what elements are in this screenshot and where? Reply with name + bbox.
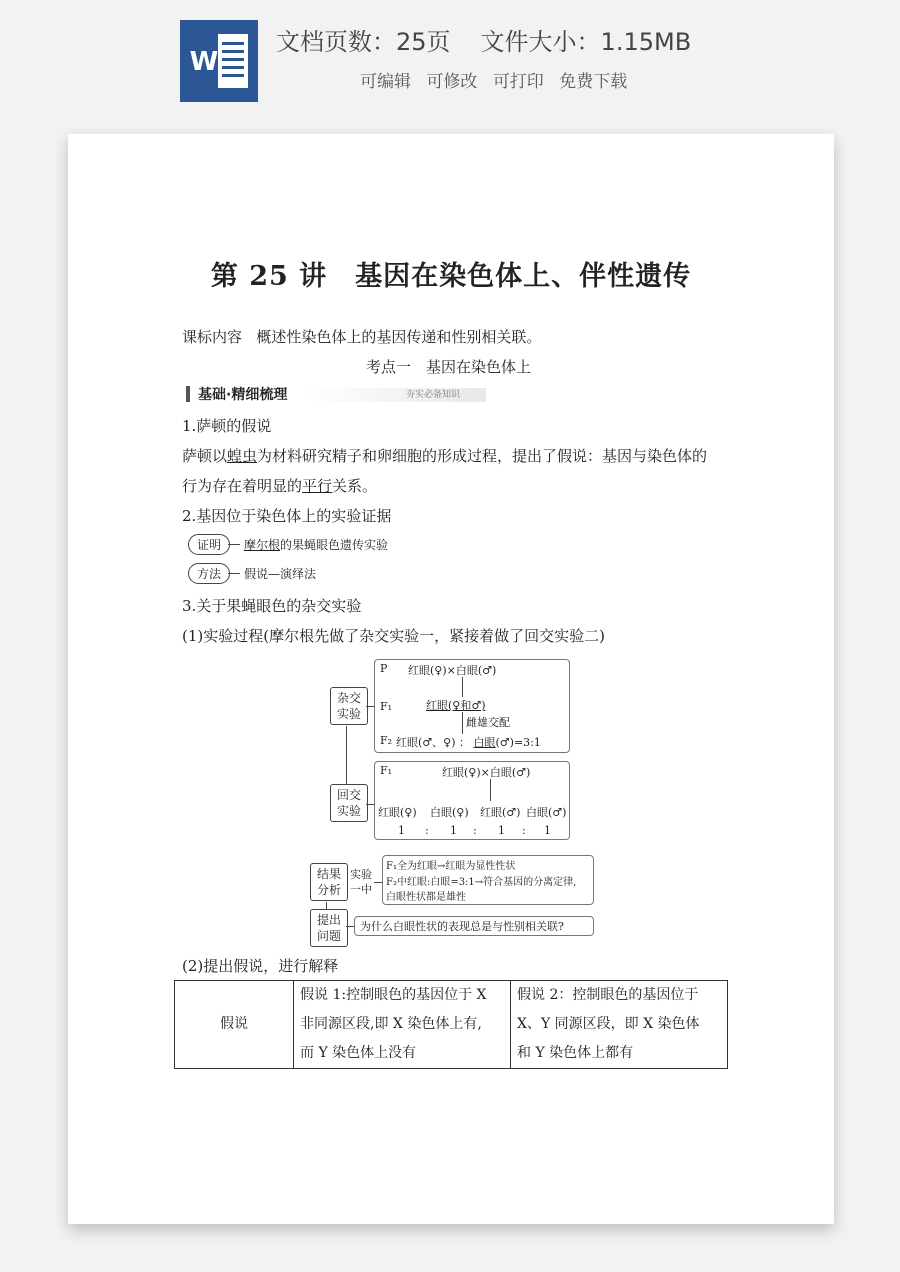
hyp1-line-2: 非同源区段,即 X 染色体上有, (300, 1016, 482, 1032)
text-span: 的果蝇眼色遗传实验 (280, 538, 389, 552)
analysis-line-3: 白眼性状都是雄性 (386, 892, 466, 903)
back-cross-tag: 回交 实验 (330, 784, 368, 822)
back-tag-connector (366, 804, 374, 805)
section-3-1: (1)实验过程(摩尔根先做了杂交实验一，紧接着做了回交实验二) (182, 627, 605, 645)
header-bar (0, 0, 900, 120)
hyp1-line-3: 而 Y 染色体上没有 (300, 1045, 417, 1061)
banner-subtitle: 夯实必备知识 (406, 390, 461, 400)
section-3-2: (2)提出假说，进行解释 (182, 957, 339, 975)
f1-label: F₁ (380, 700, 393, 713)
standard-line (182, 326, 541, 347)
feature-editable: 可编辑 (360, 72, 411, 92)
proof-text (244, 536, 388, 553)
hyp2-line-2: X、Y 同源区段，即 X 染色体 (517, 1016, 700, 1032)
word-letter: W (189, 47, 219, 77)
text-span: 白眼 (473, 736, 496, 749)
hypothesis-head: 假说 (175, 981, 294, 1069)
f2-label: F₂ (380, 734, 393, 747)
section-1-line-1 (182, 445, 707, 466)
ratio-1: 1 (398, 824, 405, 837)
analysis-sub: 实验 一中 (350, 868, 372, 896)
section-1-line-2 (182, 475, 377, 496)
proof-connector (228, 544, 240, 545)
section-1-title: 1.萨顿的假说 (182, 417, 272, 435)
question-connector (346, 926, 354, 927)
back-cross: 红眼(♀)×白眼(♂) (442, 766, 531, 779)
doc-meta (276, 22, 721, 57)
text-span: 红眼(♂、♀) (396, 736, 456, 749)
back-f1-label: F₁ (380, 764, 393, 777)
analysis-tag: 结果 分析 (310, 863, 348, 901)
ratio-sep-2: : (473, 824, 477, 837)
f1-result: 红眼(♀和♂) (426, 699, 486, 712)
text-span: ： (459, 736, 470, 749)
text-span: (♂)=3:1 (495, 736, 541, 749)
hyp2-line-1: 假说 2：控制眼色的基因位于 (517, 987, 699, 1003)
back-result-2: 白眼(♀) (430, 806, 469, 819)
section-2-title: 2.基因位于染色体上的实验证据 (182, 507, 392, 525)
section-banner (186, 384, 486, 404)
ratio-2: 1 (450, 824, 457, 837)
hypothesis-2 (511, 981, 728, 1069)
underlined-term-parallel: 平行 (302, 477, 333, 495)
ratio-4: 1 (544, 824, 551, 837)
tag-link (346, 726, 347, 784)
hyp2-line-3: 和 Y 染色体上都有 (517, 1045, 634, 1061)
morgan-term: 摩尔根 (244, 538, 281, 552)
p-label: P (380, 662, 388, 675)
feature-free-download: 免费下载 (559, 72, 628, 92)
ratio-sep-1: : (425, 824, 429, 837)
standard-text: 概述性染色体上的基因传递和性别相关联。 (256, 328, 542, 346)
text-span: 为材料研究精子和卵细胞的形成过程，提出了假说：基因与染色体的 (257, 447, 708, 465)
banner-bar (186, 386, 190, 402)
analysis-line-2: F₂中红眼:白眼=3:1→符合基因的分离定律, (386, 877, 577, 888)
f1-mate: 雌雄交配 (466, 716, 510, 729)
page-title: 第 25 讲 基因在染色体上、伴性遗传 (210, 261, 692, 292)
banner-label: 基础·精细梳理 (198, 387, 288, 403)
ratio-sep-3: : (522, 824, 526, 837)
text-span: 行为存在着明显的 (182, 477, 303, 495)
method-tag: 方法 (188, 563, 230, 584)
feature-modifiable: 可修改 (426, 72, 478, 92)
ratio-3: 1 (498, 824, 505, 837)
file-size: 文件大小：1.15MB (480, 28, 692, 56)
underlined-term-locust: 蝗虫 (227, 447, 258, 465)
word-document-icon (180, 20, 258, 102)
question-text: 为什么白眼性状的表现总是与性别相关联? (360, 920, 564, 933)
point-title: 考点一 基因在染色体上 (366, 358, 532, 376)
arrow-down-2 (462, 712, 463, 734)
section-3-title: 3.关于果蝇眼色的杂交实验 (182, 597, 362, 615)
arrow-down-1 (462, 677, 463, 697)
back-result-4: 白眼(♂) (526, 806, 567, 819)
analysis-line-1: F₁全为红眼→红眼为显性性状 (386, 861, 516, 872)
text-span: 萨顿以 (182, 447, 228, 465)
back-result-3: 红眼(♂) (480, 806, 521, 819)
analysis-connector (374, 882, 382, 883)
arrow-down-3 (490, 779, 491, 801)
method-text: 假说—演绎法 (244, 567, 317, 581)
cross-tag: 杂交 实验 (330, 687, 368, 725)
text-span: 关系。 (332, 477, 378, 495)
back-result-1: 红眼(♀) (378, 806, 417, 819)
hypothesis-table (174, 980, 728, 1069)
standard-label: 课标内容 (182, 328, 243, 346)
method-connector (228, 573, 240, 574)
feature-printable: 可打印 (492, 72, 544, 92)
proof-tag: 证明 (188, 534, 230, 555)
document-page (68, 134, 834, 1224)
feature-list (360, 67, 637, 92)
page-count: 文档页数：25页 (276, 28, 451, 56)
question-tag: 提出 问题 (310, 909, 348, 947)
hyp1-line-1: 假说 1:控制眼色的基因位于 X (300, 987, 487, 1003)
p-cross: 红眼(♀)×白眼(♂) (408, 664, 497, 677)
cross-tag-connector (366, 706, 374, 707)
f2-result (396, 734, 541, 750)
hypothesis-1 (294, 981, 511, 1069)
